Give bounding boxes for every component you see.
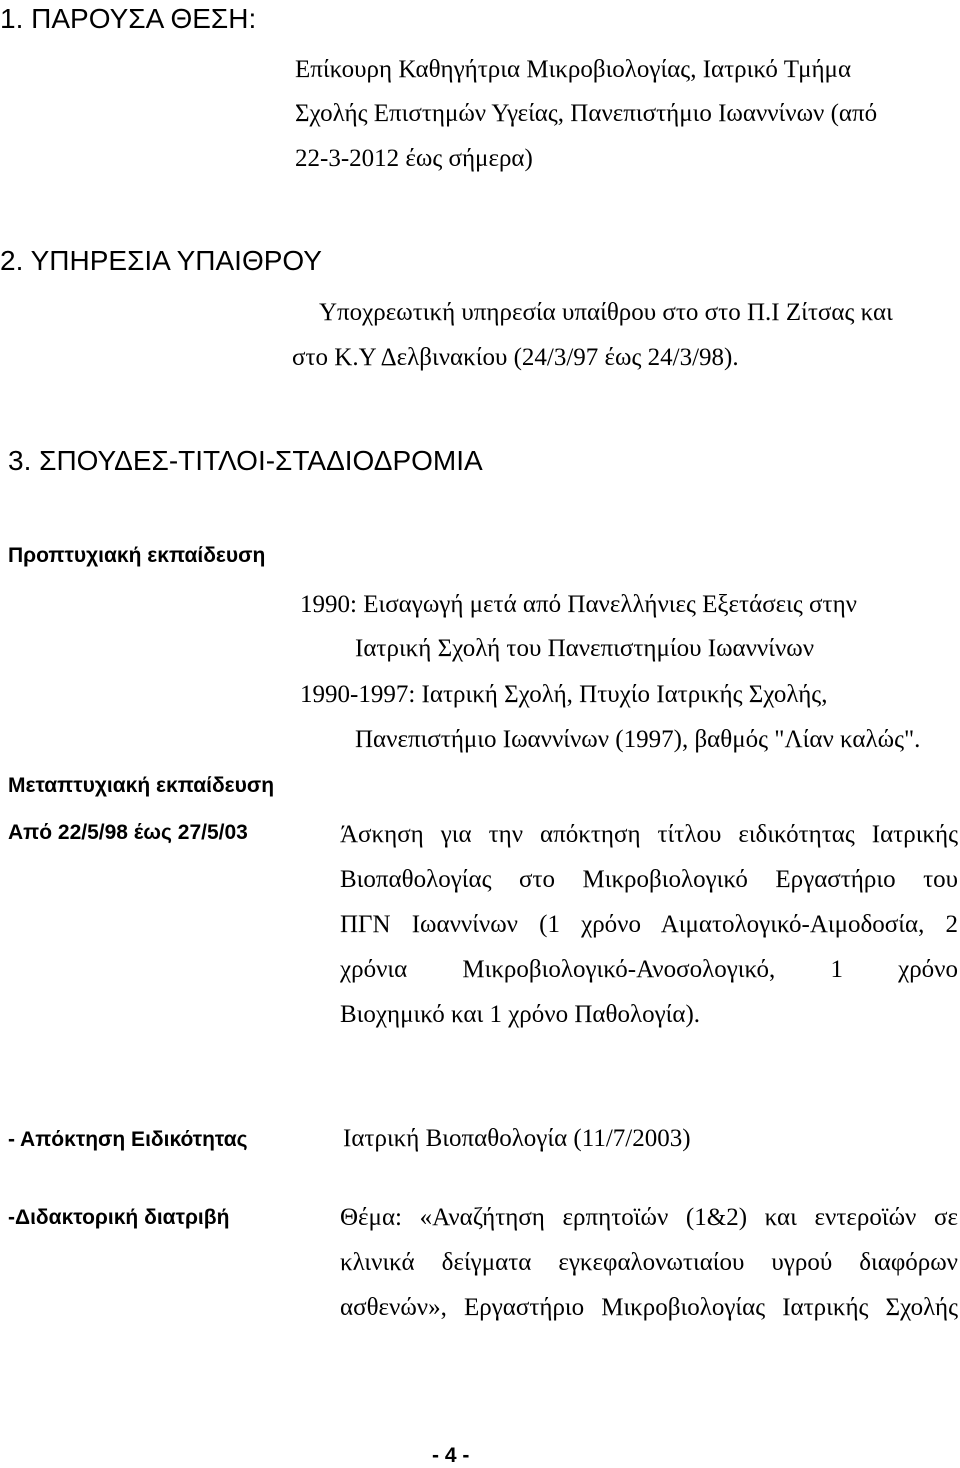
undergrad-line-3: 1990-1997: Ιατρική Σχολή, Πτυχίο Ιατρικής Σχολής, (300, 681, 828, 708)
postgrad-line-5: Βιοχημικό και 1 χρόνο Παθολογία). (340, 1001, 701, 1028)
thesis-line-2: κλινικά δείγματα εγκεφαλονωτιαίου υγρού διαφόρων (340, 1249, 958, 1276)
position-line-1: Επίκουρη Καθηγήτρια Μικροβιολογίας, Ιατρικό Τμήμα (295, 56, 852, 83)
section-3-heading: 3. ΣΠΟΥΔΕΣ-ΤΙΤΛΟΙ-ΣΤΑΔΙΟΔΡΟΜΙΑ (8, 445, 483, 476)
undergrad-label: Προπτυχιακή εκπαίδευση (8, 544, 266, 567)
postgrad-line-3: ΠΓΝ Ιωαννίνων (1 χρόνο Αιματολογικό-Αιμοδοσία, 2 (340, 911, 958, 938)
postgrad-line-2: Βιοπαθολογίας στο Μικροβιολογικό Εργαστήριο του (340, 866, 958, 893)
postgrad-line-1: Άσκηση για την απόκτηση τίτλου ειδικότητας Ιατρικής (340, 821, 958, 848)
postgrad-description (340, 812, 958, 1037)
thesis-line-3: ασθενών», Εργαστήριο Μικροβιολογίας Ιατρικής Σχολής (340, 1294, 958, 1321)
page-number: - 4 - (432, 1444, 470, 1467)
thesis-label: -Διδακτορική διατριβή (8, 1206, 230, 1229)
rural-service-line-2: στο Κ.Υ Δελβινακίου (24/3/97 έως 24/3/98). (292, 344, 739, 371)
undergrad-line-4: Πανεπιστήμιο Ιωαννίνων (1997), βαθμός "Λίαν καλώς". (355, 726, 921, 753)
section-1-heading: 1. ΠΑΡΟΥΣΑ ΘΕΣΗ: (0, 3, 257, 34)
rural-service-line-1: Υποχρεωτική υπηρεσία υπαίθρου στο στο Π.Ι Ζίτσας και (319, 299, 893, 326)
specialty-label: - Απόκτηση Ειδικότητας (8, 1128, 248, 1151)
thesis-line-1: Θέμα: «Αναζήτηση ερπητοϊών (1&2) και εντεροϊών σε (340, 1204, 958, 1231)
position-line-3: 22-3-2012 έως σήμερα) (295, 145, 533, 172)
postgrad-period: Από 22/5/98 έως 27/5/03 (8, 821, 248, 844)
thesis-description (340, 1195, 958, 1330)
postgrad-line-4: χρόνια Μικροβιολογικό-Ανοσολογικό, 1 χρόνο (340, 956, 958, 983)
undergrad-line-2: Ιατρική Σχολή του Πανεπιστημίου Ιωαννίνων (355, 635, 815, 662)
specialty-value: Ιατρική Βιοπαθολογία (11/7/2003) (343, 1125, 691, 1152)
section-2-heading: 2. ΥΠΗΡΕΣΙΑ ΥΠΑΙΘΡΟΥ (0, 245, 322, 276)
postgrad-label: Μεταπτυχιακή εκπαίδευση (8, 774, 275, 797)
undergrad-line-1: 1990: Εισαγωγή μετά από Πανελλήνιες Εξετάσεις στην (300, 591, 857, 618)
position-line-2: Σχολής Επιστημών Υγείας, Πανεπιστήμιο Ιωαννίνων (από (295, 100, 878, 127)
